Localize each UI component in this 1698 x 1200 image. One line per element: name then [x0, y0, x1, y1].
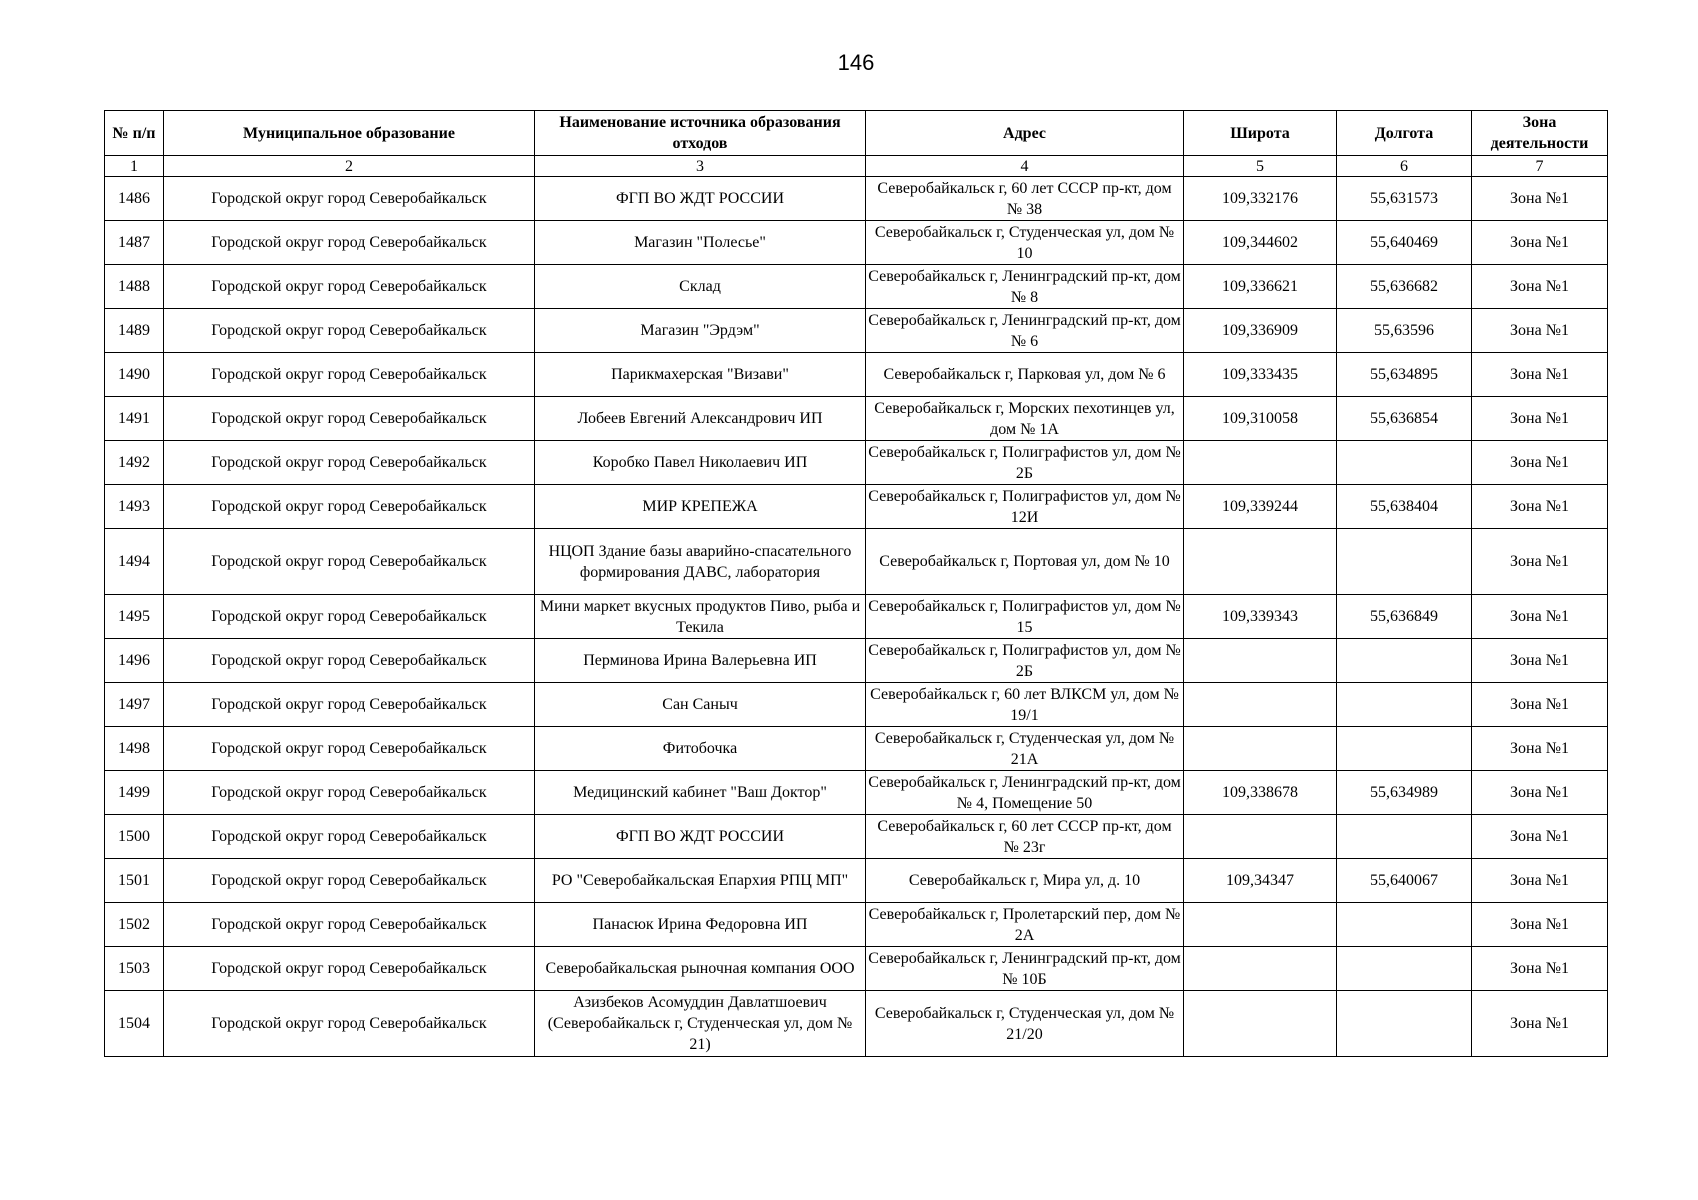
- table-row: [105, 639, 1608, 683]
- column-number: 6: [1337, 156, 1472, 177]
- column-number: 1: [105, 156, 164, 177]
- cell-latitude: [1184, 815, 1337, 859]
- cell-latitude: [1184, 683, 1337, 727]
- cell-latitude: 109,34347: [1184, 859, 1337, 903]
- cell-latitude: [1184, 441, 1337, 485]
- table-row: [105, 859, 1608, 903]
- cell-source: Лобеев Евгений Александрович ИП: [535, 397, 866, 441]
- column-number: 4: [866, 156, 1184, 177]
- cell-address: Северобайкальск г, Ленинградский пр-кт, дом № 6: [866, 309, 1184, 353]
- cell-municipality: Городской округ город Северобайкальск: [164, 815, 535, 859]
- cell-source: Панасюк Ирина Федоровна ИП: [535, 903, 866, 947]
- table-row: [105, 177, 1608, 221]
- cell-num: 1489: [105, 309, 164, 353]
- cell-longitude: 55,636854: [1337, 397, 1472, 441]
- table-row: [105, 903, 1608, 947]
- column-number-row: [105, 156, 1608, 177]
- cell-num: 1487: [105, 221, 164, 265]
- cell-longitude: 55,636849: [1337, 595, 1472, 639]
- cell-num: 1499: [105, 771, 164, 815]
- cell-num: 1497: [105, 683, 164, 727]
- cell-zone: Зона №1: [1472, 991, 1608, 1057]
- cell-municipality: Городской округ город Северобайкальск: [164, 485, 535, 529]
- header-source: Наименование источника образования отходов: [535, 111, 866, 156]
- cell-municipality: Городской округ город Северобайкальск: [164, 639, 535, 683]
- cell-municipality: Городской округ город Северобайкальск: [164, 353, 535, 397]
- cell-address: Северобайкальск г, Парковая ул, дом № 6: [866, 353, 1184, 397]
- cell-num: 1492: [105, 441, 164, 485]
- cell-latitude: 109,339343: [1184, 595, 1337, 639]
- cell-source: РО "Северобайкальская Епархия РПЦ МП": [535, 859, 866, 903]
- cell-municipality: Городской округ город Северобайкальск: [164, 727, 535, 771]
- table-row: [105, 265, 1608, 309]
- cell-num: 1498: [105, 727, 164, 771]
- table-row: [105, 309, 1608, 353]
- cell-zone: Зона №1: [1472, 639, 1608, 683]
- cell-source: Медицинский кабинет "Ваш Доктор": [535, 771, 866, 815]
- cell-longitude: 55,640067: [1337, 859, 1472, 903]
- cell-address: Северобайкальск г, Ленинградский пр-кт, дом № 10Б: [866, 947, 1184, 991]
- cell-municipality: Городской округ город Северобайкальск: [164, 683, 535, 727]
- cell-address: Северобайкальск г, Пролетарский пер, дом № 2А: [866, 903, 1184, 947]
- cell-municipality: Городской округ город Северобайкальск: [164, 529, 535, 595]
- cell-longitude: 55,636682: [1337, 265, 1472, 309]
- cell-longitude: [1337, 441, 1472, 485]
- cell-source: МИР КРЕПЕЖА: [535, 485, 866, 529]
- cell-latitude: 109,338678: [1184, 771, 1337, 815]
- cell-zone: Зона №1: [1472, 771, 1608, 815]
- table-row: [105, 683, 1608, 727]
- cell-source: ФГП ВО ЖДТ РОССИИ: [535, 177, 866, 221]
- cell-longitude: 55,638404: [1337, 485, 1472, 529]
- table-row: [105, 595, 1608, 639]
- cell-address: Северобайкальск г, Полиграфистов ул, дом № 12И: [866, 485, 1184, 529]
- cell-longitude: 55,63596: [1337, 309, 1472, 353]
- cell-zone: Зона №1: [1472, 485, 1608, 529]
- cell-longitude: [1337, 639, 1472, 683]
- table-row: [105, 991, 1608, 1057]
- cell-zone: Зона №1: [1472, 177, 1608, 221]
- table-row: [105, 397, 1608, 441]
- cell-latitude: 109,336621: [1184, 265, 1337, 309]
- cell-zone: Зона №1: [1472, 309, 1608, 353]
- cell-num: 1486: [105, 177, 164, 221]
- cell-municipality: Городской округ город Северобайкальск: [164, 265, 535, 309]
- cell-num: 1488: [105, 265, 164, 309]
- cell-latitude: [1184, 947, 1337, 991]
- cell-address: Северобайкальск г, Студенческая ул, дом № 10: [866, 221, 1184, 265]
- column-number: 2: [164, 156, 535, 177]
- waste-sources-table: [104, 110, 1608, 1057]
- cell-num: 1496: [105, 639, 164, 683]
- cell-latitude: [1184, 529, 1337, 595]
- cell-source: Склад: [535, 265, 866, 309]
- cell-num: 1490: [105, 353, 164, 397]
- column-number: 5: [1184, 156, 1337, 177]
- page-number: 146: [837, 50, 875, 75]
- cell-address: Северобайкальск г, Морских пехотинцев ул, дом № 1А: [866, 397, 1184, 441]
- cell-zone: Зона №1: [1472, 947, 1608, 991]
- table-row: [105, 441, 1608, 485]
- table-row: [105, 353, 1608, 397]
- cell-source: Магазин "Эрдэм": [535, 309, 866, 353]
- cell-address: Северобайкальск г, Студенческая ул, дом № 21/20: [866, 991, 1184, 1057]
- cell-latitude: 109,332176: [1184, 177, 1337, 221]
- cell-source: Сан Саныч: [535, 683, 866, 727]
- cell-longitude: [1337, 991, 1472, 1057]
- cell-address: Северобайкальск г, 60 лет СССР пр-кт, дом № 23г: [866, 815, 1184, 859]
- cell-municipality: Городской округ город Северобайкальск: [164, 771, 535, 815]
- cell-address: Северобайкальск г, 60 лет ВЛКСМ ул, дом № 19/1: [866, 683, 1184, 727]
- cell-longitude: [1337, 903, 1472, 947]
- cell-latitude: 109,336909: [1184, 309, 1337, 353]
- cell-zone: Зона №1: [1472, 221, 1608, 265]
- cell-address: Северобайкальск г, Портовая ул, дом № 10: [866, 529, 1184, 595]
- cell-address: Северобайкальск г, Полиграфистов ул, дом № 2Б: [866, 639, 1184, 683]
- cell-source: Фитобочка: [535, 727, 866, 771]
- cell-num: 1493: [105, 485, 164, 529]
- cell-num: 1500: [105, 815, 164, 859]
- cell-zone: Зона №1: [1472, 727, 1608, 771]
- cell-municipality: Городской округ город Северобайкальск: [164, 947, 535, 991]
- column-number: 3: [535, 156, 866, 177]
- cell-num: 1501: [105, 859, 164, 903]
- cell-zone: Зона №1: [1472, 595, 1608, 639]
- header-longitude: Долгота: [1337, 111, 1472, 156]
- cell-longitude: 55,631573: [1337, 177, 1472, 221]
- cell-num: 1503: [105, 947, 164, 991]
- cell-latitude: [1184, 991, 1337, 1057]
- table-row: [105, 815, 1608, 859]
- cell-latitude: 109,310058: [1184, 397, 1337, 441]
- cell-longitude: [1337, 727, 1472, 771]
- cell-municipality: Городской округ город Северобайкальск: [164, 309, 535, 353]
- cell-longitude: 55,634895: [1337, 353, 1472, 397]
- table-row: [105, 947, 1608, 991]
- cell-num: 1502: [105, 903, 164, 947]
- cell-address: Северобайкальск г, 60 лет СССР пр-кт, дом № 38: [866, 177, 1184, 221]
- header-zone: Зона деятельности: [1472, 111, 1608, 156]
- cell-longitude: 55,634989: [1337, 771, 1472, 815]
- cell-latitude: 109,344602: [1184, 221, 1337, 265]
- cell-num: 1495: [105, 595, 164, 639]
- cell-municipality: Городской округ город Северобайкальск: [164, 903, 535, 947]
- cell-longitude: [1337, 815, 1472, 859]
- cell-municipality: Городской округ город Северобайкальск: [164, 397, 535, 441]
- header-municipality: Муниципальное образование: [164, 111, 535, 156]
- cell-num: 1491: [105, 397, 164, 441]
- cell-address: Северобайкальск г, Полиграфистов ул, дом № 15: [866, 595, 1184, 639]
- cell-longitude: [1337, 529, 1472, 595]
- cell-address: Северобайкальск г, Студенческая ул, дом № 21А: [866, 727, 1184, 771]
- cell-source: Коробко Павел Николаевич ИП: [535, 441, 866, 485]
- cell-municipality: Городской округ город Северобайкальск: [164, 595, 535, 639]
- cell-zone: Зона №1: [1472, 353, 1608, 397]
- cell-address: Северобайкальск г, Ленинградский пр-кт, дом № 8: [866, 265, 1184, 309]
- table-header-row: [105, 111, 1608, 156]
- header-latitude: Широта: [1184, 111, 1337, 156]
- cell-latitude: 109,339244: [1184, 485, 1337, 529]
- table-row: [105, 221, 1608, 265]
- table-row: [105, 485, 1608, 529]
- table-row: [105, 529, 1608, 595]
- cell-source: Азизбеков Асомуддин Давлатшоевич (Северобайкальск г, Студенческая ул, дом № 21): [535, 991, 866, 1057]
- cell-latitude: [1184, 903, 1337, 947]
- cell-zone: Зона №1: [1472, 441, 1608, 485]
- table-row: [105, 727, 1608, 771]
- cell-address: Северобайкальск г, Мира ул, д. 10: [866, 859, 1184, 903]
- cell-source: Мини маркет вкусных продуктов Пиво, рыба и Текила: [535, 595, 866, 639]
- cell-zone: Зона №1: [1472, 815, 1608, 859]
- cell-address: Северобайкальск г, Полиграфистов ул, дом № 2Б: [866, 441, 1184, 485]
- cell-municipality: Городской округ город Северобайкальск: [164, 859, 535, 903]
- cell-num: 1494: [105, 529, 164, 595]
- cell-latitude: [1184, 639, 1337, 683]
- header-address: Адрес: [866, 111, 1184, 156]
- cell-source: Магазин "Полесье": [535, 221, 866, 265]
- header-num: № п/п: [105, 111, 164, 156]
- cell-address: Северобайкальск г, Ленинградский пр-кт, дом № 4, Помещение 50: [866, 771, 1184, 815]
- cell-municipality: Городской округ город Северобайкальск: [164, 221, 535, 265]
- table-row: [105, 771, 1608, 815]
- cell-source: Парикмахерская "Визави": [535, 353, 866, 397]
- cell-zone: Зона №1: [1472, 859, 1608, 903]
- cell-longitude: [1337, 683, 1472, 727]
- cell-zone: Зона №1: [1472, 265, 1608, 309]
- cell-municipality: Городской округ город Северобайкальск: [164, 177, 535, 221]
- cell-latitude: 109,333435: [1184, 353, 1337, 397]
- cell-latitude: [1184, 727, 1337, 771]
- cell-zone: Зона №1: [1472, 397, 1608, 441]
- cell-zone: Зона №1: [1472, 903, 1608, 947]
- cell-source: НЦОП Здание базы аварийно-спасательного формирования ДАВС, лаборатория: [535, 529, 866, 595]
- cell-longitude: 55,640469: [1337, 221, 1472, 265]
- column-number: 7: [1472, 156, 1608, 177]
- cell-municipality: Городской округ город Северобайкальск: [164, 991, 535, 1057]
- cell-municipality: Городской округ город Северобайкальск: [164, 441, 535, 485]
- cell-source: ФГП ВО ЖДТ РОССИИ: [535, 815, 866, 859]
- cell-zone: Зона №1: [1472, 683, 1608, 727]
- cell-source: Перминова Ирина Валерьевна ИП: [535, 639, 866, 683]
- cell-source: Северобайкальская рыночная компания ООО: [535, 947, 866, 991]
- cell-num: 1504: [105, 991, 164, 1057]
- cell-zone: Зона №1: [1472, 529, 1608, 595]
- cell-longitude: [1337, 947, 1472, 991]
